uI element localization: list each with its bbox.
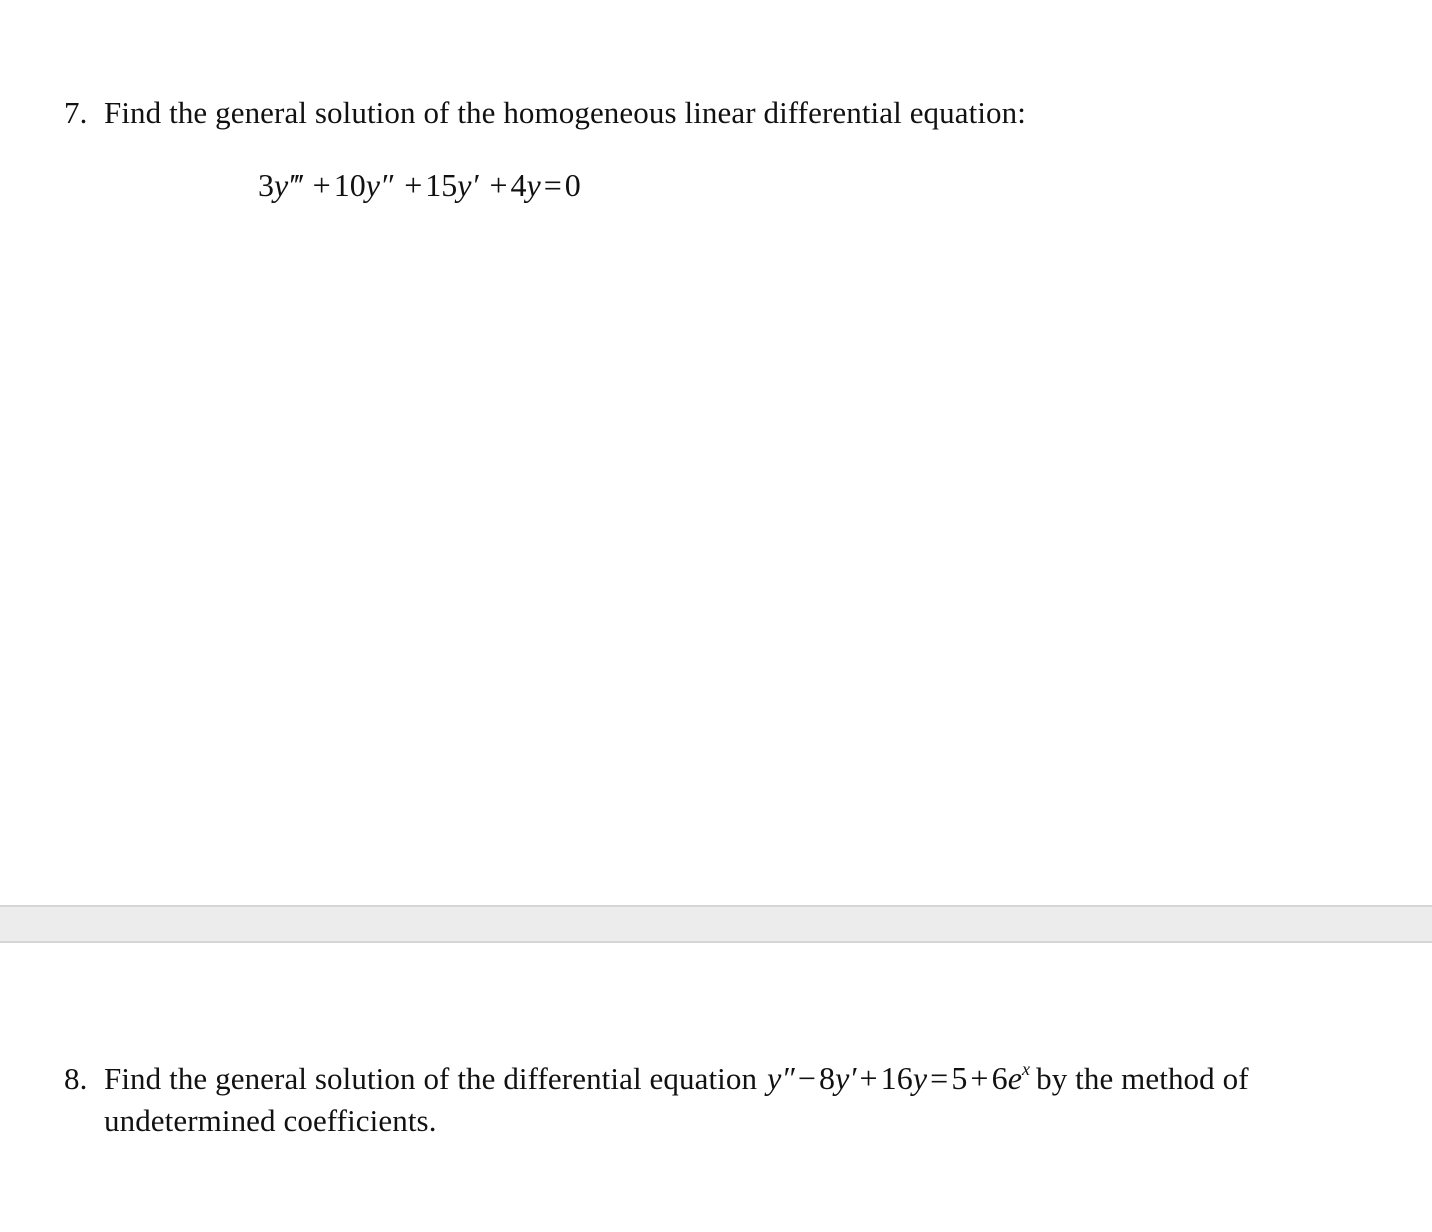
eq8-term-2: y′ [835, 1060, 857, 1096]
eq8-exponent: x [1022, 1059, 1031, 1079]
problem-8-number: 8. [64, 1061, 88, 1096]
eq8-term-1: y″ [767, 1060, 795, 1096]
eq8-op-2: + [859, 1060, 878, 1096]
problem-8-text-after: by the method of [1036, 1061, 1249, 1096]
eq7-op-3: + [489, 167, 508, 203]
eq7-term-3: y′ [457, 167, 479, 203]
eq7-rhs: 0 [564, 167, 581, 203]
eq8-coef-3: 16 [880, 1060, 913, 1096]
problem-8-text-before: Find the general solution of the differential equation [104, 1061, 758, 1096]
problem-7 [64, 92, 1026, 134]
eq7-coef-2: 10 [333, 167, 366, 203]
eq8-op-3: + [970, 1060, 989, 1096]
eq7-coef-1: 3 [258, 167, 274, 203]
eq8-rhs-1: 5 [951, 1060, 968, 1096]
eq7-op-1: + [312, 167, 331, 203]
eq8-op-1: − [797, 1060, 816, 1096]
eq8-exp-base: e [1007, 1060, 1022, 1096]
eq8-term-3: y [912, 1060, 928, 1096]
problem-8 [64, 1048, 1249, 1142]
eq7-term-1: y‴ [274, 167, 302, 203]
problem-8-equation [757, 1060, 1036, 1096]
eq7-equals: = [543, 167, 562, 203]
page-separator [0, 905, 1432, 943]
eq7-term-4: y [526, 167, 541, 203]
eq7-op-2: + [404, 167, 423, 203]
problem-8-text-line-2: undetermined coefficients. [104, 1103, 437, 1138]
page-bottom [0, 943, 1432, 1232]
eq7-term-2: y″ [365, 167, 394, 203]
eq8-coef-2: 8 [818, 1060, 836, 1096]
problem-7-number: 7. [64, 95, 88, 130]
eq8-equals: = [930, 1060, 949, 1096]
eq7-coef-4: 4 [510, 167, 527, 203]
problem-7-equation [258, 164, 581, 206]
eq7-coef-3: 15 [425, 167, 458, 203]
problem-7-text: Find the general solution of the homogeneous linear differential equation: [104, 95, 1026, 130]
eq8-rhs-2: 6 [991, 1060, 1008, 1096]
